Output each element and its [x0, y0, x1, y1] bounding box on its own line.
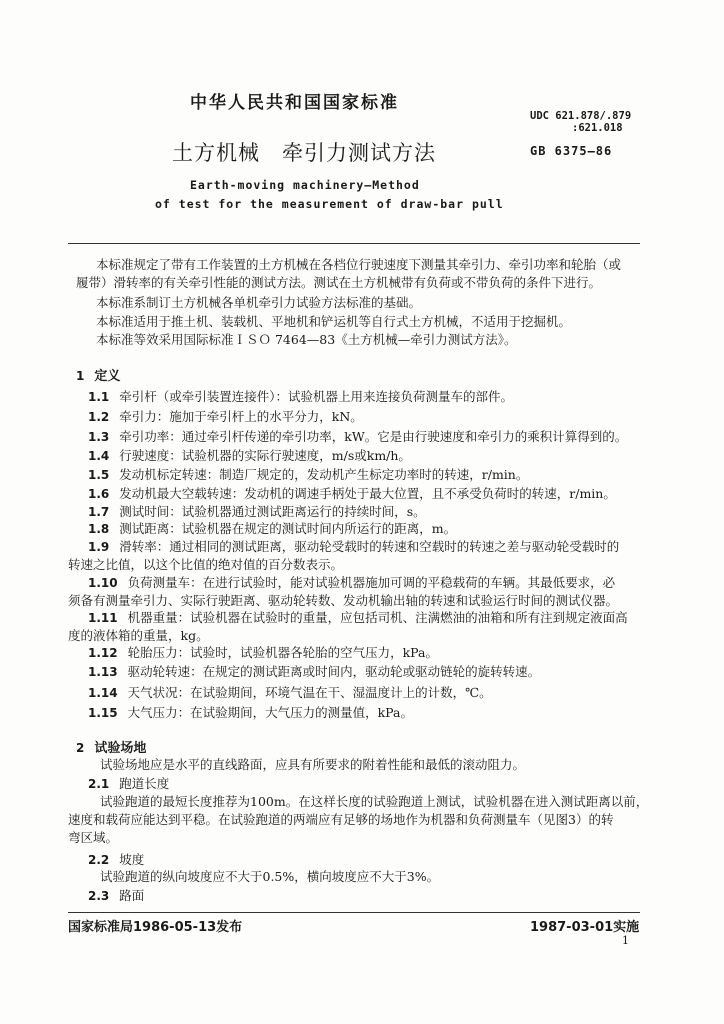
definition-clause	[88, 520, 456, 538]
definition-clause	[88, 388, 513, 406]
clause-number: 1.10	[88, 576, 118, 590]
clause-text: 滑转率：通过相同的测试距离，驱动轮受载时的转速和空载时的转速之差与驱动轮受载时的	[119, 539, 620, 554]
intro-paragraph-line: 本标准适用于推土机、装载机、平地机和铲运机等自行式土方机械，不适用于挖掘机。	[96, 314, 572, 329]
intro-paragraph-line: 履带）滑转率的有关牵引性能的测试方法。测试在土方机械带有负荷或不带负荷的条件下进行。	[76, 275, 602, 290]
clause-number: 1.4	[88, 449, 110, 463]
subsection-body-line: 速度和载荷应能达到平稳。在试验跑道的两端应有足够的场地作为机器和负荷测量车（见图3）的转	[68, 812, 614, 827]
definition-clause	[88, 684, 492, 702]
clause-number: 1.2	[88, 410, 110, 424]
section-number: 2	[76, 741, 85, 755]
clause-number: 2.3	[88, 889, 110, 903]
definition-clause	[88, 704, 413, 722]
intro-paragraph-line: 本标准等效采用国际标准ＩＳＯ 7464—83《土方机械—牵引力测试方法》。	[96, 332, 517, 347]
clause-number: 1.11	[88, 611, 118, 625]
clause-text: 机器重量：试验机器在试验时的重量，应包括司机、注满燃油的油箱和所有注到规定液面高	[127, 610, 628, 625]
page-number: 1	[622, 934, 629, 947]
clause-text: 发动机标定转速：制造厂规定的，发动机产生标定功率时的转速，r/min。	[119, 467, 529, 482]
definition-clause	[88, 503, 426, 521]
clause-text: 牵引杆（或牵引装置连接件）：试验机器上用来连接负荷测量车的部件。	[119, 389, 514, 404]
clause-number: 1.14	[88, 686, 118, 700]
subsection-heading	[88, 851, 144, 869]
clause-number: 1.15	[88, 706, 118, 720]
clause-number: 1.1	[88, 390, 110, 404]
subsection-heading	[88, 775, 169, 793]
clause-text: 测试时间：试验机器通过测试距离运行的持续时间，s。	[119, 504, 426, 519]
clause-number: 1.12	[88, 646, 118, 660]
clause-number: 1.9	[88, 540, 110, 554]
header-divider	[68, 243, 640, 244]
clause-number: 2.1	[88, 777, 110, 791]
definition-clause-continuation: 转速之比值，以这个比值的绝对值的百分数表示。	[68, 557, 344, 572]
definition-clause	[88, 466, 528, 484]
section-title: 定义	[94, 369, 121, 384]
intro-paragraph-line: 本标准系制订土方机械各单机牵引力试验方法标准的基础。	[96, 295, 422, 310]
definition-clause	[88, 408, 363, 426]
subsection-body-line: 试验跑道的最短长度推荐为100m。在这样长度的试验跑道上测试，试验机器在进入测试距离以前，	[100, 794, 649, 809]
definition-clause	[88, 447, 411, 465]
clause-text: 发动机最大空载转速：发动机的调速手柄处于最大位置，且不承受负荷时的转速，r/min。	[119, 486, 616, 501]
intro-paragraph-line: 本标准规定了带有工作装置的土方机械在各档位行驶速度下测量其牵引力、牵引功率和轮胎（或	[96, 257, 622, 272]
clause-number: 1.5	[88, 468, 110, 482]
subsection-body-line: 弯区域。	[68, 830, 119, 845]
udc-code-line1: UDC 621.878/.879	[530, 110, 632, 122]
clause-text: 跑道长度	[119, 776, 170, 791]
definition-clause-continuation: 度的液体箱的重量，kg。	[68, 628, 209, 643]
clause-number: 1.8	[88, 522, 110, 536]
document-title-en-line1: Earth-moving machinery—Method	[190, 178, 420, 192]
definition-clause	[88, 428, 627, 446]
footer-divider	[68, 912, 640, 913]
document-title-en-line2: of test for the measurement of draw-bar pull	[155, 197, 504, 211]
clause-text: 负荷测量车：在进行试验时，能对试验机器施加可调的平稳载荷的车辆。其最低要求，必	[127, 575, 616, 590]
clause-text: 大气压力：在试验期间，大气压力的测量值，kPa。	[127, 705, 413, 720]
clause-text: 行驶速度：试验机器的实际行驶速度，m/s或km/h。	[119, 448, 411, 463]
section-number: 1	[76, 369, 85, 383]
gb-number: GB 6375—86	[530, 144, 613, 158]
clause-text: 坡度	[119, 852, 145, 867]
section-intro: 试验场地应是水平的直线路面，应具有所要求的附着性能和最低的滚动阻力。	[100, 757, 526, 772]
document-title-cn: 土方机械 牵引力测试方法	[172, 141, 436, 165]
clause-number: 1.13	[88, 665, 118, 679]
clause-number: 1.3	[88, 430, 110, 444]
effective-date: 1987-03-01实施	[530, 920, 640, 935]
definition-clause	[88, 644, 438, 662]
clause-text: 驱动轮转速：在规定的测试距离或时间内，驱动轮或驱动链轮的旋转转速。	[127, 664, 541, 679]
clause-text: 牵引功率：通过牵引杆传递的牵引功率，kW。它是由行驶速度和牵引力的乘积计算得到的。	[119, 429, 628, 444]
clause-number: 2.2	[88, 853, 110, 867]
subsection-heading	[88, 887, 144, 905]
clause-text: 路面	[119, 888, 145, 903]
definition-clause-continuation: 须备有测量牵引力、实际行驶距离、驱动轮转数、发动机输出轴的转速和试验运行时间的测试仪器。	[68, 593, 619, 608]
clause-text: 天气状况：在试验期间，环境气温在干、湿温度计上的计数，℃。	[127, 685, 492, 700]
section-title: 试验场地	[94, 741, 147, 756]
subsection-body-line: 试验跑道的纵向坡度应不大于0.5%，横向坡度应不大于3%。	[100, 869, 440, 884]
section-heading	[76, 365, 120, 384]
clause-number: 1.7	[88, 505, 110, 519]
definition-clause	[88, 609, 628, 627]
definition-clause	[88, 574, 615, 592]
definition-clause	[88, 538, 619, 556]
section-heading	[76, 737, 146, 756]
udc-code-line2: :621.018	[572, 122, 623, 134]
clause-text: 测试距离：试验机器在规定的测试时间内所运行的距离，m。	[119, 521, 457, 536]
clause-text: 牵引力：施加于牵引杆上的水平分力，kN。	[119, 409, 363, 424]
definition-clause	[88, 663, 540, 681]
clause-text: 轮胎压力：试验时，试验机器各轮胎的空气压力，kPa。	[127, 645, 438, 660]
definition-clause	[88, 485, 616, 503]
issue-date: 国家标准局1986-05-13发布	[68, 920, 243, 935]
standard-body-heading: 中华人民共和国国家标准	[190, 93, 399, 113]
clause-number: 1.6	[88, 487, 110, 501]
